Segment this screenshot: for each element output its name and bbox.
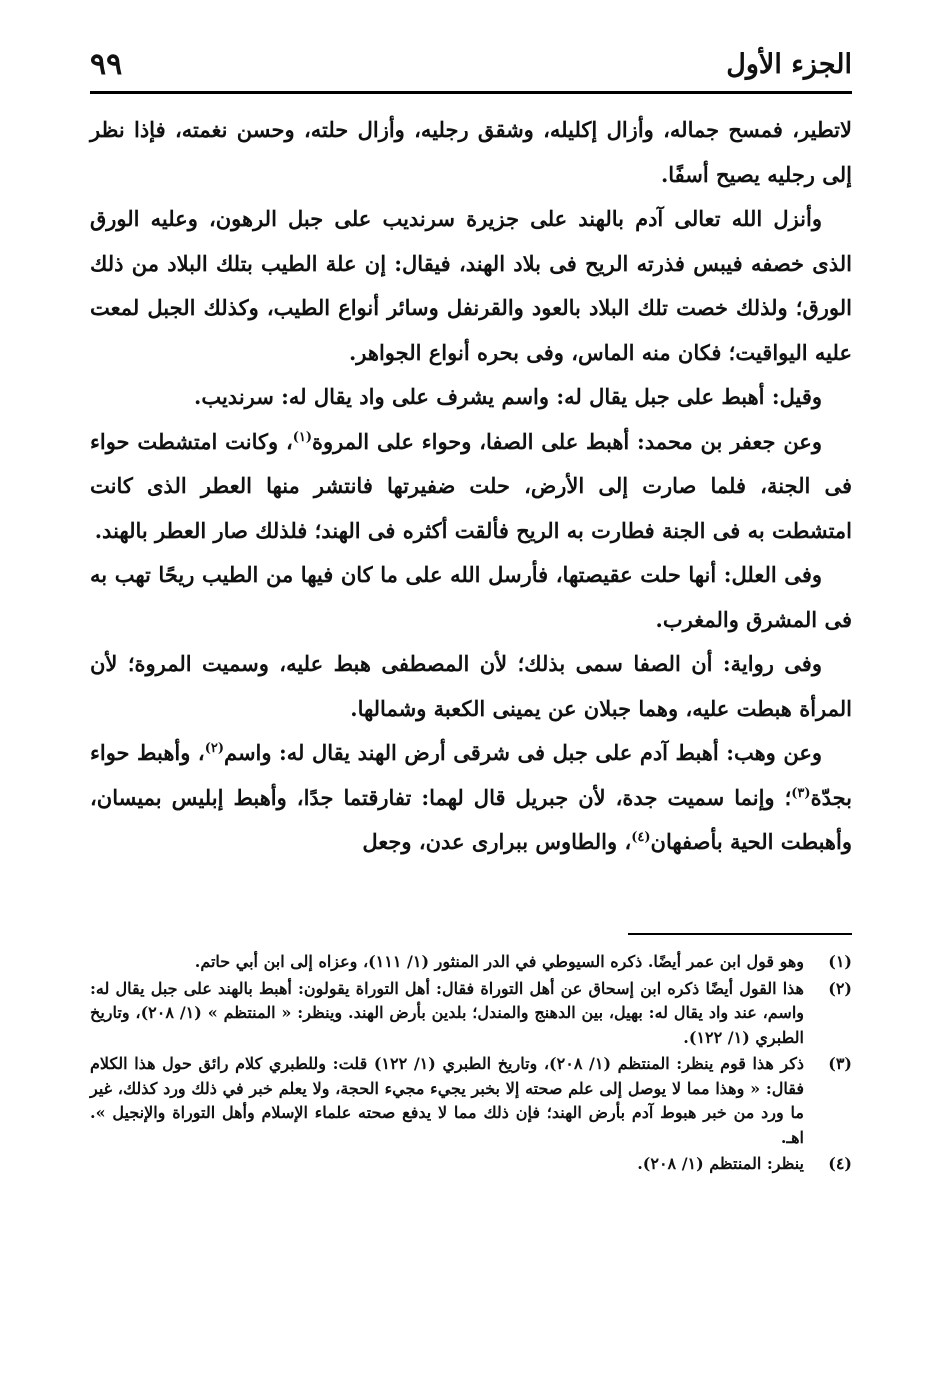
footnote-number: (١) (828, 952, 852, 971)
page-number: ٩٩ (90, 47, 123, 82)
footnote-number: (٢) (828, 978, 852, 998)
running-title: الجزء الأول (726, 49, 852, 80)
footnote-separator (628, 933, 852, 935)
footnote (90, 1052, 852, 1150)
footnote-ref[interactable]: (٢) (204, 741, 224, 756)
main-text (90, 108, 852, 865)
paragraph (90, 731, 852, 865)
footnote-number: (٤) (828, 1154, 852, 1173)
paragraph: وقيل: أهبط على جبل يقال له: واسم يشرف على واد يقال له: سرنديب. (194, 384, 822, 409)
paragraph: وفى رواية: أن الصفا سمى بذلك؛ لأن المصطفى هبط عليه، وسميت المروة؛ لأن المرأة هبطت عليه، وهما جبلان عن يمينى الكعبة وشمالها. (90, 651, 852, 721)
paragraph: لاتطير، فمسح جماله، وأزال إكليله، وشقق رجليه، وأزال حلته، وحسن نغمته، فإذا نظر إلى رجليه يصيح أسفًا. (90, 117, 852, 187)
paragraph-text: ؛ وإنما سميت جدة، لأن جبريل قال لهما: تفارقتما جدًا، وأهبط إبليس بميسان، وأهبطت الحية بأصفهان (90, 784, 852, 854)
paragraph: وأنزل الله تعالى آدم بالهند على جزيرة سرنديب على جبل الرهون، وعليه الورق الذى خصفه فيبس فذرته الريح فى بلاد الهند، فيقال: إن علة الطيب بتلك البلاد من ذلك الورق؛ ولذلك خصت تلك البلاد بالعود والقرنفل وسائر أنواع الطيب، وكذلك الجبل لمعت عليه اليواقيت؛ فكان منه الماس، وفى بحره أنواع الجواهر. (90, 206, 852, 365)
footnote (90, 977, 852, 1051)
paragraph-text: وعن جعفر بن محمد: أهبط على الصفا، وحواء على المروة (312, 428, 822, 454)
paragraph-text: ، وأهبط حواء بجدّة (90, 740, 852, 810)
footnote-ref[interactable]: (٣) (791, 785, 811, 801)
paragraph: وفى العلل: أنها حلت عقيصتها، فأرسل الله على ما كان فيها من الطيب ريحًا تهب به فى المشرق والمغرب. (90, 562, 852, 632)
footnote-text: هذا القول أيضًا ذكره ابن إسحاق عن أهل التوراة فقال: أهل التوراة يقولون: أهبط بالهند على جبل يقال له: واسم، عند واد يقال له: بهيل، بين الدهنج والمندل؛ بلدين بأرض الهند. وينظر: « المنتظم » (١/ ٢٠٨)، وتاريخ الطبري (١/ ١٢٢). (90, 978, 805, 1047)
paragraph-text: ، والطاوس ببرارى عدن، وجعل (362, 829, 632, 854)
footnote-ref[interactable]: (١) (292, 429, 313, 445)
paragraph-text: ، وكانت امتشطت حواء فى الجنة، فلما صارت إلى الأرض، حلت ضفيرتها فانتشر منها العطر الذى كانت امتشطت به فى الجنة فطارت به الريح فألقت أكثره فى الهند؛ فلذلك صار العطر بالهند. (90, 428, 852, 543)
page-header (90, 38, 852, 94)
footnote-text: ينظر: المنتظم (١/ ٢٠٨). (637, 1154, 804, 1173)
paragraph (90, 420, 852, 554)
footnote-ref[interactable]: (٤) (631, 830, 651, 845)
footnote (90, 950, 852, 975)
footnote (90, 1152, 852, 1177)
footnote-text: ذكر هذا قوم ينظر: المنتظم (١/ ٢٠٨)، وتاريخ الطبري (١/ ١٢٢) قلت: وللطبري كلام رائق حول هذا الكلام فقال: « وهذا مما لا يوصل إلى علم صحته إلا بخبر يجيء مجيء الحجة، ولا يعلم خبر في ذلك ورد كذلك، غير ما ورد من خبر هبوط آدم بأرض الهند؛ فإن ذلك مما لا يدفع صحته علماء الإسلام وأهل التوراة والإنجيل ». اهـ. (90, 1054, 805, 1147)
paragraph-text: وعن وهب: أهبط آدم على جبل فى شرقى أرض الهند يقال له: واسم (223, 740, 822, 765)
footnote-text: وهو قول ابن عمر أيضًا. ذكره السيوطي في الدر المنثور (١/ ١١١)، وعزاه إلى ابن أبي حاتم. (194, 952, 804, 971)
footnotes (90, 950, 852, 1179)
footnote-number: (٣) (828, 1054, 852, 1073)
